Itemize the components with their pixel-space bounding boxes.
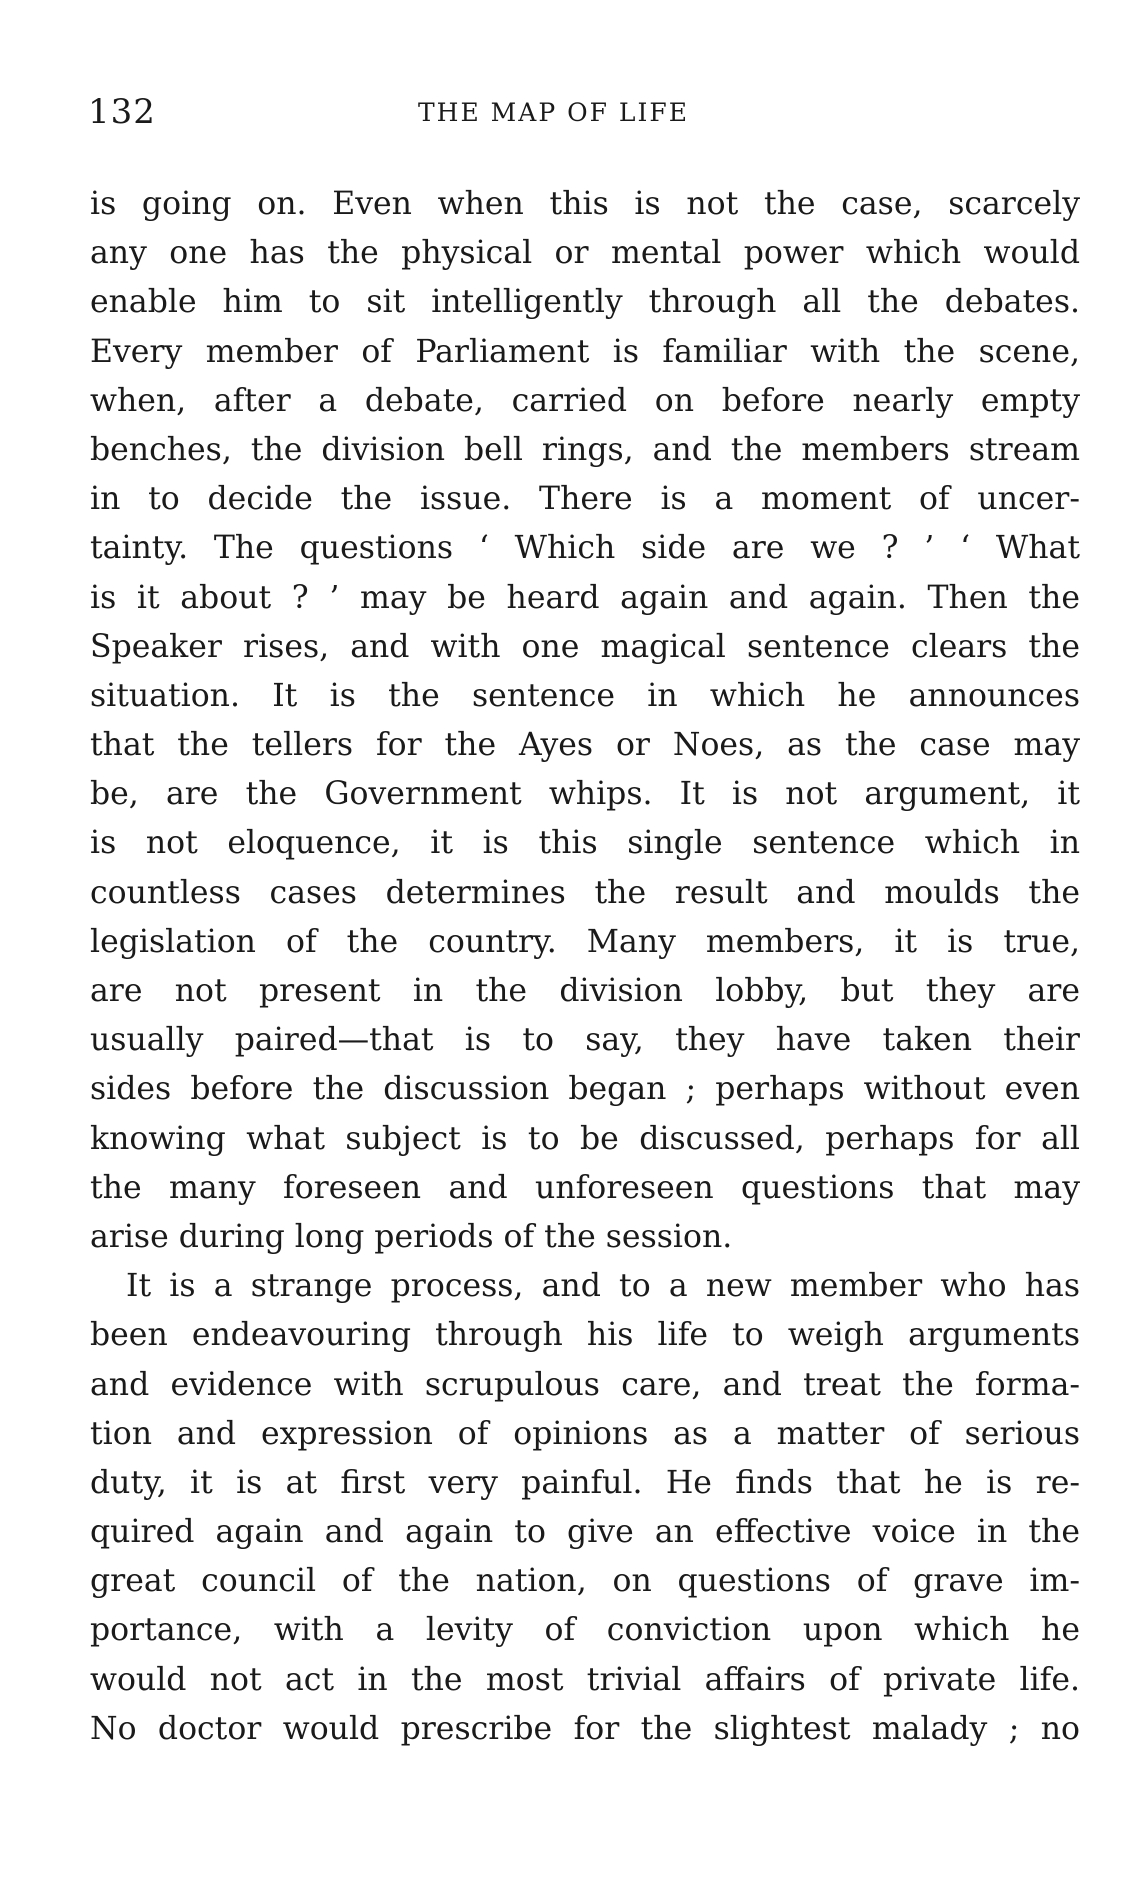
body-text <box>90 180 1080 1754</box>
page-number: 132 <box>88 92 156 132</box>
text-line: is going on. Even when this is not the case, scarcely <box>90 186 1080 222</box>
text-line: portance, with a levity of conviction upon which he <box>90 1612 1080 1649</box>
text-line: tion and expression of opinions as a matter of serious <box>90 1415 1080 1452</box>
text-line: the many foreseen and unforeseen questions that may <box>90 1169 1080 1206</box>
text-line: tainty. The questions ‘ Which side are we ? ’ ‘ What <box>90 530 1080 567</box>
text-line: sides before the discussion began ; perhaps without even <box>90 1071 1080 1108</box>
text-line: is it about ? ’ may be heard again and again. Then the <box>90 579 1080 616</box>
text-line: would not act in the most trivial affairs of private life. <box>90 1661 1080 1698</box>
text-line: and evidence with scrupulous care, and treat the forma- <box>90 1366 1080 1403</box>
text-line: are not present in the division lobby, but they are <box>90 973 1080 1009</box>
text-line: when, after a debate, carried on before nearly empty <box>90 382 1080 419</box>
text-line: It is a strange process, and to a new member who has <box>126 1268 1080 1305</box>
text-line: countless cases determines the result and moulds the <box>90 874 1080 911</box>
running-head <box>88 92 1068 140</box>
text-line: is not eloquence, it is this single sentence which in <box>90 825 1080 862</box>
text-line: benches, the division bell rings, and the members stream <box>90 431 1080 468</box>
text-line: great council of the nation, on questions of grave im- <box>90 1563 1080 1600</box>
text-line: in to decide the issue. There is a moment of uncer- <box>90 481 1080 518</box>
running-title: THE MAP OF LIFE <box>418 98 689 127</box>
paragraph-2 <box>90 1262 1080 1754</box>
text-line: enable him to sit intelligently through all the debates. <box>90 284 1080 321</box>
text-line: duty, it is at first very painful. He finds that he is re- <box>90 1464 1080 1501</box>
text-line: been endeavouring through his life to weigh arguments <box>90 1317 1080 1354</box>
text-line: situation. It is the sentence in which he announces <box>90 677 1080 714</box>
text-line: that the tellers for the Ayes or Noes, as the case may <box>90 727 1080 764</box>
text-line: No doctor would prescribe for the slightest malady ; no <box>90 1710 1080 1747</box>
text-line: arise during long periods of the session. <box>90 1218 733 1255</box>
text-line: knowing what subject is to be discussed, perhaps for all <box>90 1120 1080 1157</box>
text-line: usually paired—that is to say, they have taken their <box>90 1022 1080 1059</box>
text-line: legislation of the country. Many members, it is true, <box>90 923 1080 960</box>
text-line: Every member of Parliament is familiar with the scene, <box>90 333 1080 370</box>
text-line: any one has the physical or mental power which would <box>90 235 1080 272</box>
text-line: quired again and again to give an effective voice in the <box>90 1514 1080 1551</box>
paragraph-1 <box>90 180 1080 1262</box>
text-line: be, are the Government whips. It is not argument, it <box>90 776 1080 813</box>
text-line: Speaker rises, and with one magical sentence clears the <box>90 628 1080 665</box>
